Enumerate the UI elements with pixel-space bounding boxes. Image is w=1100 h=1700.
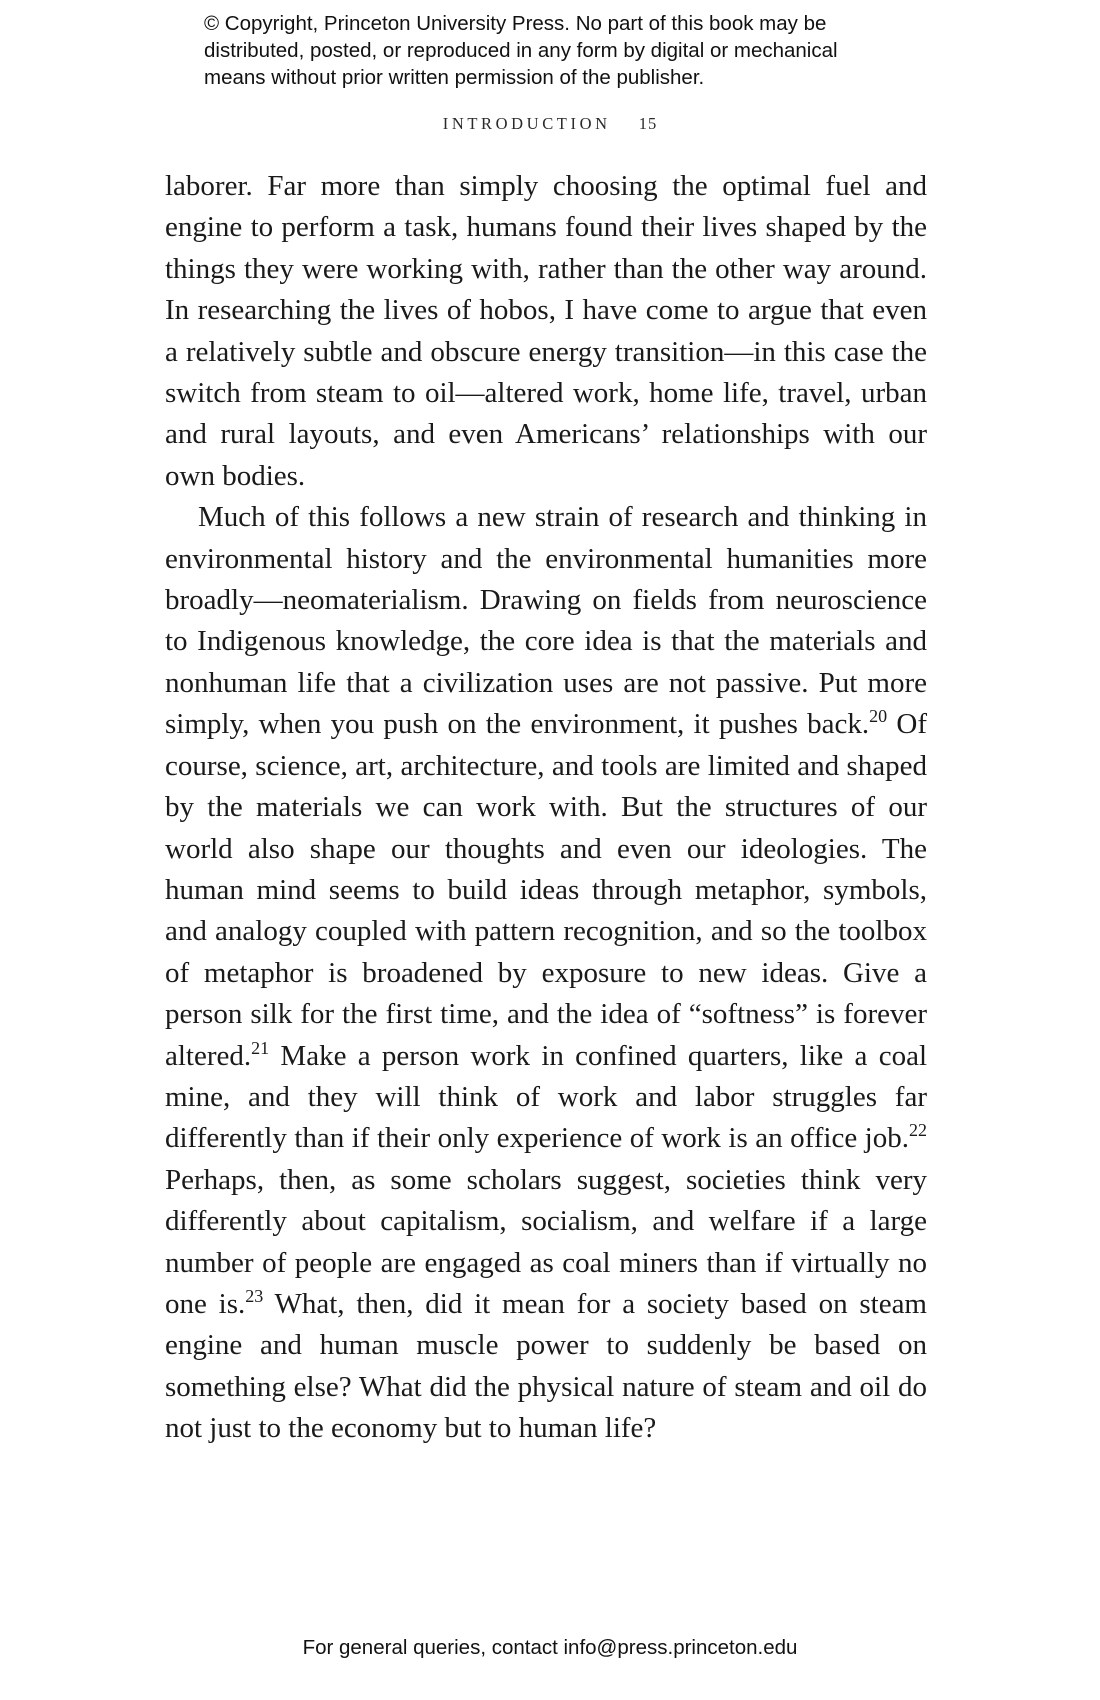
copyright-line-1: © Copyright, Princeton University Press. No part of this book may be <box>204 12 827 35</box>
paragraph-2-segment-5: What, then, did it mean for a society based on steam engine and human muscle power to suddenly be based on something else? What did the physical nature of steam and oil do not just to the economy but to human life? <box>165 1287 927 1445</box>
footer-contact: For general queries, contact info@press.princeton.edu <box>302 1636 798 1659</box>
paragraph-1: laborer. Far more than simply choosing the optimal fuel and engine to perform a task, humans found their lives shaped by the things they were working with, rather than the other way around. In researching the lives of hobos, I have come to argue that even a relatively subtle and obscure energy transition—in this case the switch from steam to oil—altered work, home life, travel, urban and rural layouts, and even Americans’ relationships with our own bodies. <box>165 170 927 492</box>
paragraph-2-segment-4: Perhaps, then, as some scholars suggest, societies think very differently about capitalism, socialism, and welfare if a large number of people are engaged as coal miners than if virtually no one is. <box>165 1163 927 1320</box>
footnote-ref-23[interactable]: 23 <box>245 1285 264 1306</box>
paragraph-2 <box>165 497 927 1449</box>
body-text <box>165 166 927 1450</box>
page-number: 15 <box>638 114 658 133</box>
footnote-ref-20[interactable]: 20 <box>869 706 888 727</box>
running-head-title: INTRODUCTION <box>442 114 611 133</box>
paragraph-2-segment-1: Much of this follows a new strain of research and thinking in environmental history and the environmental humanities more broadly—neomaterialism. Drawing on fields from neuroscience to Indigenous knowledge, the core idea is that the materials and nonhuman life that a civilization uses are not passive. Put more simply, when you push on the environment, it pushes back. <box>165 501 927 741</box>
paragraph-2-segment-2: Of course, science, art, architecture, and tools are limited and shaped by the materials we can work with. But the structures of our world also shape our thoughts and even our ideologies. The human mind seems to build ideas through metaphor, symbols, and analogy coupled with pattern recognition, and so the toolbox of metaphor is broadened by exposure to new ideas. Give a person silk for the first time, and the idea of “softness” is forever altered. <box>165 708 927 1072</box>
footnote-ref-21[interactable]: 21 <box>251 1037 270 1058</box>
copyright-line-3: means without prior written permission of the publisher. <box>204 66 705 89</box>
footnote-ref-22[interactable]: 22 <box>909 1120 927 1141</box>
running-head <box>0 114 1100 134</box>
copyright-notice <box>204 10 964 91</box>
copyright-line-2: distributed, posted, or reproduced in any form by digital or mechanical <box>204 39 838 62</box>
paragraph-2-segment-3: Make a person work in confined quarters, like a coal mine, and they will think of work and labor struggles far differently than if their only experience of work is an office job. <box>165 1039 927 1155</box>
